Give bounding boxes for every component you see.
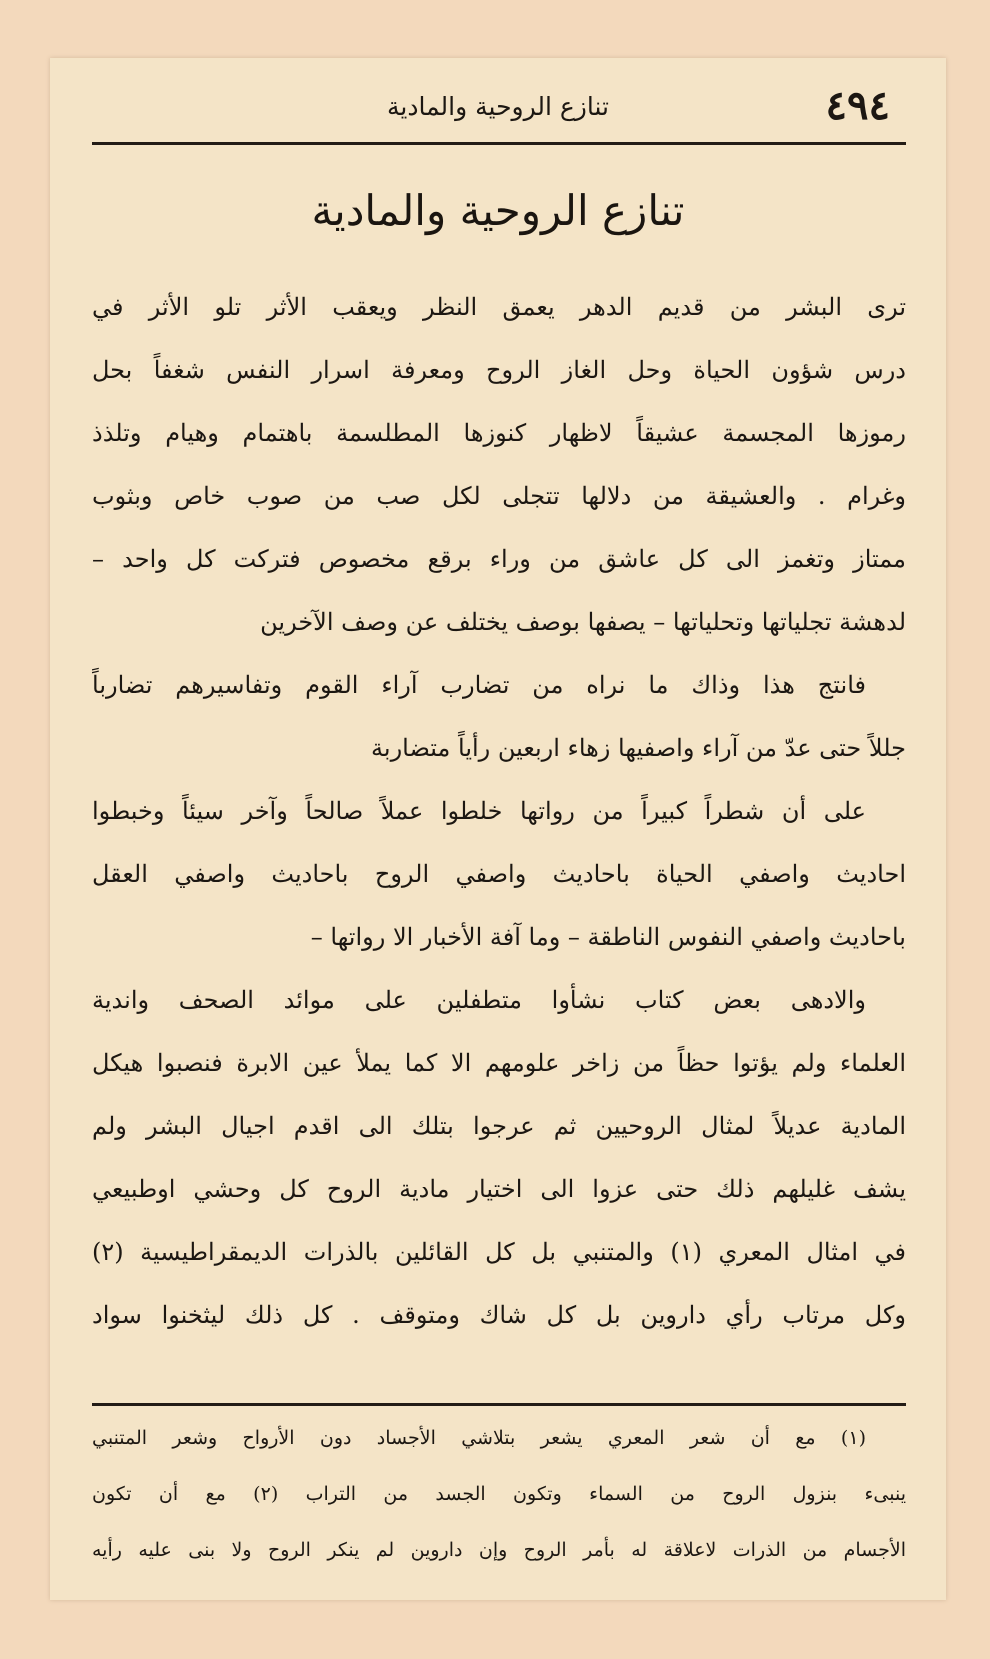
text-line: وكل مرتاب رأي داروين بل كل شاك ومتوقف . كل ذلك ليثخنوا سواد: [92, 1301, 906, 1329]
text-line: العلماء ولم يؤتوا حظاً من زاخر علومهم الا كما يملأ عين الابرة فنصبوا هيكل: [92, 1049, 906, 1077]
text-line: لدهشة تجلياتها وتحلياتها – يصفها بوصف يختلف عن وصف الآخرين: [260, 608, 906, 636]
chapter-title: تنازع الروحية والمادية: [311, 186, 685, 235]
page-header: [90, 80, 906, 138]
text-line: احاديث واصفي الحياة باحاديث واصفي الروح باحاديث واصفي العقل: [92, 860, 906, 888]
text-line: ترى البشر من قديم الدهر يعمق النظر ويعقب الأثر تلو الأثر في: [92, 293, 906, 321]
footnote-line: الأجسام من الذرات لاعلاقة له بأمر الروح وإن داروين لم ينكر الروح ولا بنى عليه رأيه: [92, 1539, 906, 1561]
text-line: جللاً حتى عدّ من آراء واصفيها زهاء اربعين رأياً متضاربة: [371, 734, 906, 762]
footnote-line: (١) مع أن شعر المعري يشعر بتلاشي الأجساد دون الأرواح وشعر المتنبي: [92, 1427, 866, 1449]
text-line: في امثال المعري (١) والمتنبي بل كل القائلين بالذرات الديمقراطيسية (٢): [92, 1238, 906, 1266]
text-line: درس شؤون الحياة وحل الغاز الروح ومعرفة اسرار النفس شغفاً بحل: [92, 356, 906, 384]
page-number: ٤٩٤: [825, 82, 890, 129]
footnote-line: ينبىء بنزول الروح من السماء وتكون الجسد من التراب (٢) مع أن تكون: [92, 1483, 906, 1505]
text-line: ممتاز وتغمز الى كل عاشق من وراء برقع مخصوص فتركت كل واحد –: [92, 545, 906, 573]
text-line: والادهى بعض كتاب نشأوا متطفلين على موائد الصحف واندية: [92, 986, 866, 1014]
footnote-divider: [92, 1403, 906, 1406]
body-text: [92, 276, 906, 1347]
header-divider: [92, 142, 906, 145]
text-line: المادية عديلاً لمثال الروحيين ثم عرجوا بتلك الى اقدم اجيال البشر ولم: [92, 1112, 906, 1140]
footnotes: [92, 1410, 906, 1578]
text-line: باحاديث واصفي النفوس الناطقة – وما آفة الأخبار الا رواتها –: [310, 923, 906, 951]
text-line: على أن شطراً كبيراً من رواتها خلطوا عملاً صالحاً وآخر سيئاً وخبطوا: [92, 797, 866, 825]
text-line: وغرام . والعشيقة من دلالها تتجلى لكل صب من صوب خاص وبثوب: [92, 482, 906, 510]
running-title: تنازع الروحية والمادية: [386, 92, 610, 121]
text-line: رموزها المجسمة عشيقاً لاظهار كنوزها المطلسمة باهتمام وهيام وتلذذ: [92, 419, 906, 447]
text-line: فانتج هذا وذاك ما نراه من تضارب آراء القوم وتفاسيرهم تضارباً: [92, 671, 866, 699]
book-page: [50, 58, 946, 1600]
text-line: يشف غليلهم ذلك حتى عزوا الى اختيار مادية الروح كل وحشي اوطبيعي: [92, 1175, 906, 1203]
